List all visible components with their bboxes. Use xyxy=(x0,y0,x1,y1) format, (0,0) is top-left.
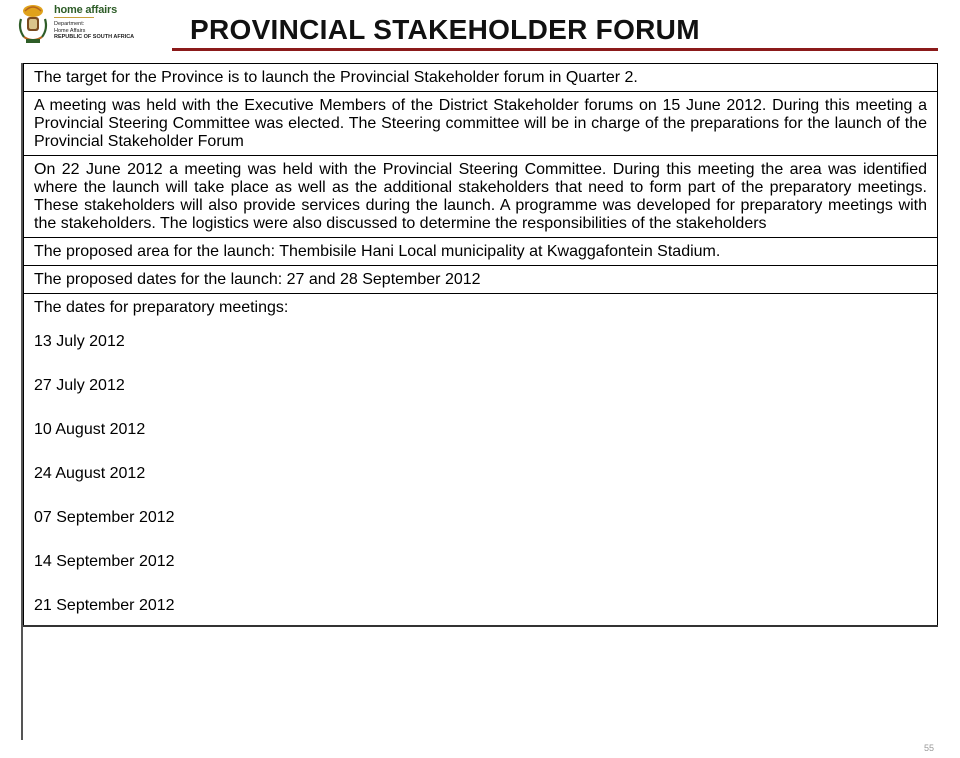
logo-department-label: Department: xyxy=(54,21,85,27)
title-underline xyxy=(172,48,938,51)
date-item: 21 September 2012 xyxy=(34,597,175,614)
page-title: PROVINCIAL STAKEHOLDER FORUM xyxy=(190,14,700,45)
home-affairs-logo xyxy=(16,3,166,49)
table-cell: The proposed area for the launch: Thembisile Hani Local municipality at Kwaggafontein Stadium. xyxy=(24,238,938,266)
table-row xyxy=(24,92,938,156)
content-table xyxy=(23,63,938,627)
date-item: 07 September 2012 xyxy=(34,509,175,526)
date-item: 27 July 2012 xyxy=(34,377,125,394)
table-row xyxy=(24,64,938,92)
table-cell: The proposed dates for the launch: 27 and 28 September 2012 xyxy=(24,266,938,294)
date-item: 13 July 2012 xyxy=(34,333,125,350)
logo-brand-text: home affairs xyxy=(54,4,118,16)
date-item: 24 August 2012 xyxy=(34,465,146,482)
table-cell: The target for the Province is to launch the Provincial Stakeholder forum in Quarter 2. xyxy=(24,64,938,92)
table-cell: A meeting was held with the Executive Members of the District Stakeholder forums on 15 June 2012. During this meeting a Provincial Steering Committee was elected. The Steering committee will be in charge of the preparations for the launch of the Provincial Stakeholder Forum xyxy=(24,92,938,156)
page-number: 55 xyxy=(923,743,934,753)
date-item: 10 August 2012 xyxy=(34,421,146,438)
dates-cell xyxy=(24,294,938,627)
logo-divider xyxy=(54,17,94,18)
table-row xyxy=(24,266,938,294)
logo-country: REPUBLIC OF SOUTH AFRICA xyxy=(54,34,135,40)
logo-department-name: Home Affairs xyxy=(54,27,86,34)
table-row xyxy=(24,294,938,627)
table-cell: On 22 June 2012 a meeting was held with the Provincial Steering Committee. During this meeting the area was identified where the launch will take place as well as the additional stakeholders that need to form part of the preparatory meetings. These stakeholders will also provide services during the launch. A programme was developed for preparatory meetings with the stakeholders. The logistics were also discussed to determine the responsibilities of the stakeholders xyxy=(24,156,938,238)
date-item: 14 September 2012 xyxy=(34,553,175,570)
table-row xyxy=(24,156,938,238)
dates-intro: The dates for preparatory meetings: xyxy=(34,299,289,316)
table-row xyxy=(24,238,938,266)
coat-of-arms-icon xyxy=(16,3,50,45)
